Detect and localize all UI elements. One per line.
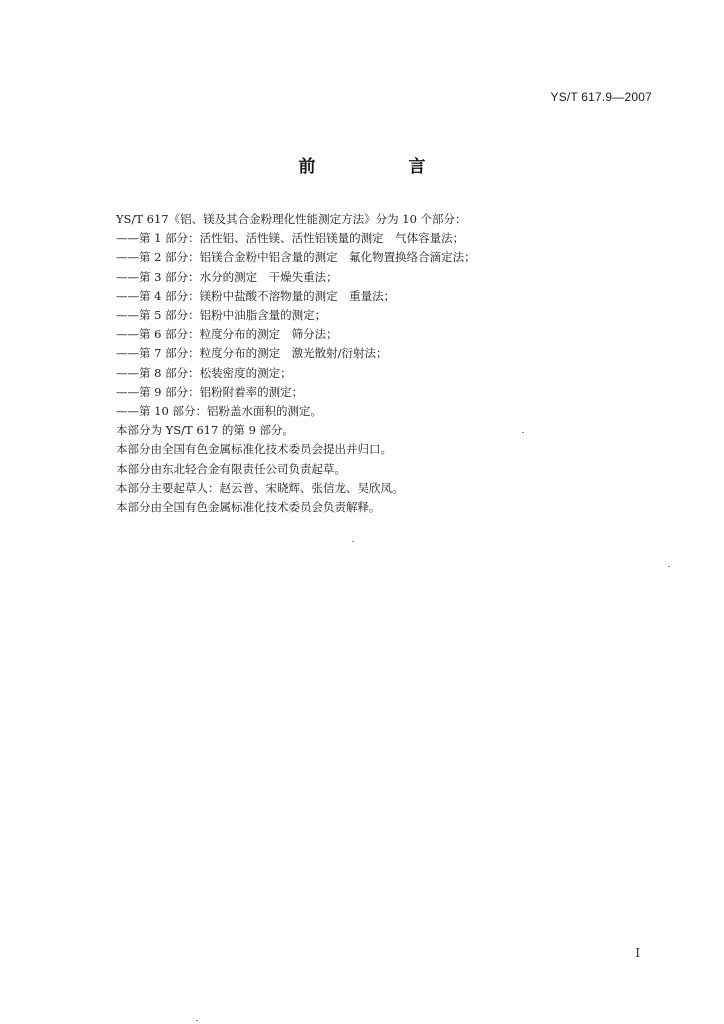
part-list-item-4: ——第 4 部分：镁粉中盐酸不溶物量的测定 重量法； [116,288,396,303]
part-list-item-8: ——第 8 部分：松装密度的测定； [116,365,292,380]
interpretation-line: 本部分由全国有色金属标准化技术委员会负责解释。 [116,500,381,515]
scan-speck [522,432,524,433]
drafting-organization-line: 本部分由东北轻合金有限责任公司负责起草。 [116,461,346,476]
page-number: I [635,946,640,960]
part-list-item-2: ——第 2 部分：铝镁合金粉中铝含量的测定 氟化物置换络合滴定法； [116,250,476,265]
part-list-item-9: ——第 9 部分：铝粉附着率的测定； [116,384,304,399]
part-statement-line: 本部分为 YS/T 617 的第 9 部分。 [116,423,295,438]
proposer-line: 本部分由全国有色金属标准化技术委员会提出并归口。 [116,442,392,457]
scan-speck [352,541,354,542]
part-list-item-3: ——第 3 部分：水分的测定 干燥失重法； [116,269,338,284]
scan-speck [196,1020,198,1021]
part-list-item-1: ——第 1 部分：活性铝、活性镁、活性铝镁量的测定 气体容量法； [116,231,465,246]
page-title: 前 言 [298,157,464,177]
part-list-item-7: ——第 7 部分：粒度分布的测定 激光散射/衍射法； [116,346,388,361]
part-list-item-6: ——第 6 部分：粒度分布的测定 筛分法； [116,327,338,342]
foreword-body [116,210,656,517]
drafters-line: 本部分主要起草人：赵云普、宋晓辉、张信龙、吴欣凤。 [116,480,404,495]
foreword-intro-line: YS/T 617《铝、镁及其合金粉理化性能测定方法》分为 10 个部分： [116,212,467,226]
part-list-item-5: ——第 5 部分：铝粉中油脂含量的测定； [116,308,327,323]
standard-code: YS/T 617.9—2007 [550,90,652,104]
part-list-item-10: ——第 10 部分：铝粉盖水面积的测定。 [116,404,322,419]
scan-speck [668,566,670,567]
